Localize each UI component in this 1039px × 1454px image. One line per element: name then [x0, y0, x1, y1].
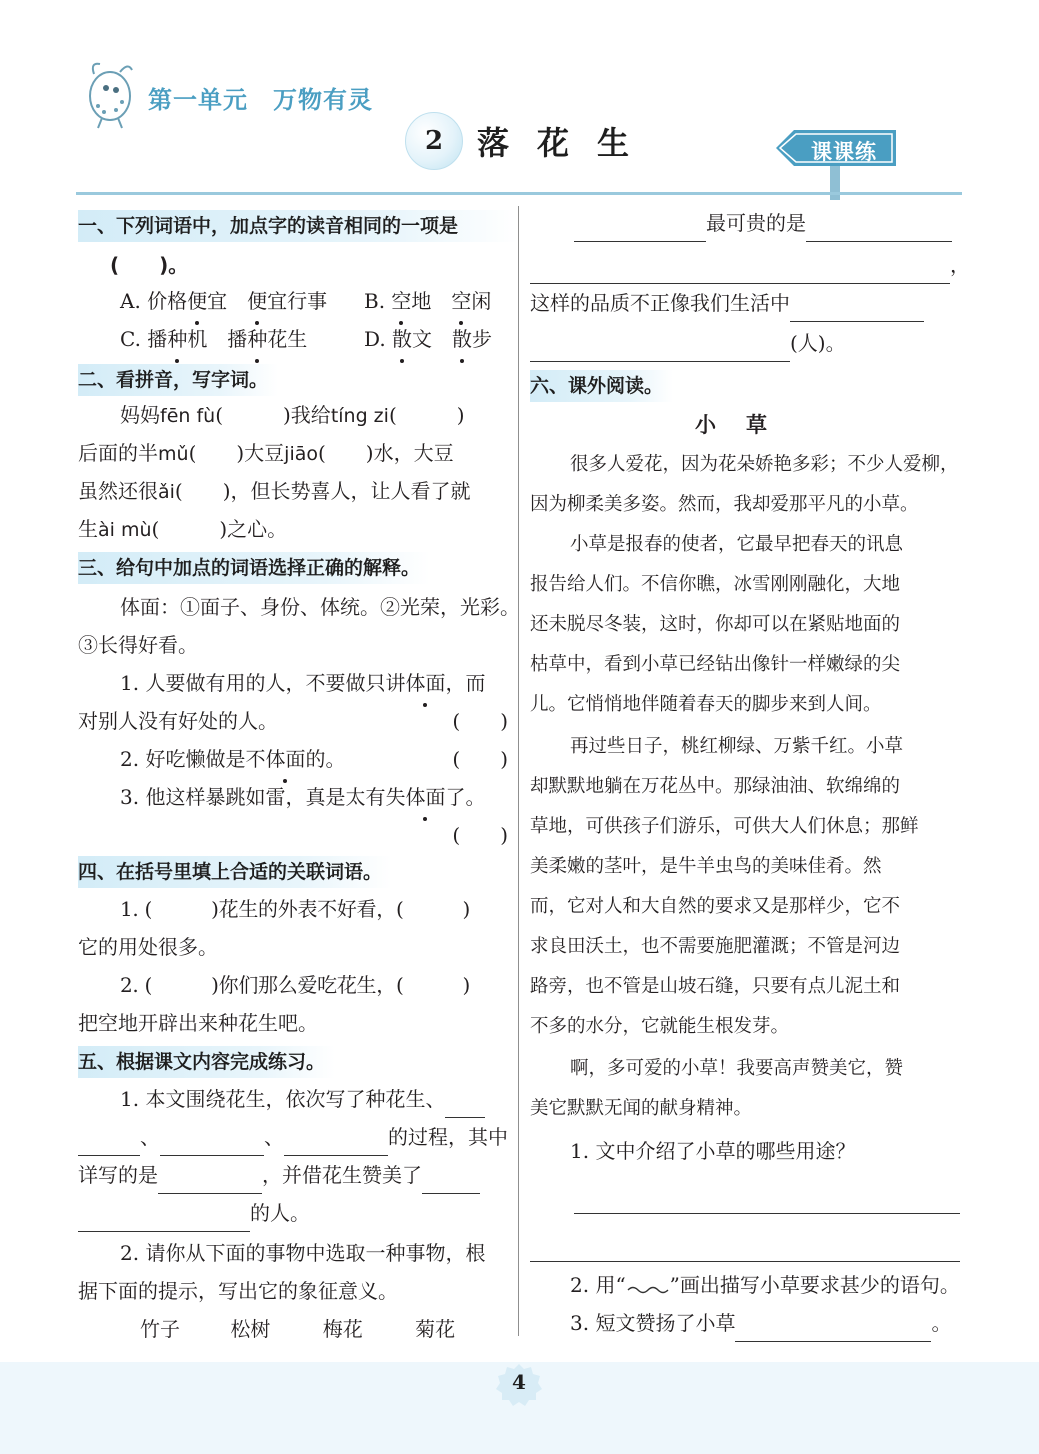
symbol-line-4: (人)。 [530, 324, 846, 362]
question-3-1-cont: 对别人没有好处的人。 ( ) [78, 702, 508, 740]
question-4-2-cont: 把空地开辟出来种花生吧。 [78, 1011, 318, 1035]
section-1-title: 一、下列词语中，加点字的读音相同的一项是 [78, 210, 518, 242]
article-title: 小草 [695, 412, 797, 437]
answer-blank[interactable] [160, 1129, 264, 1156]
item-plum: 梅花 [322, 1317, 363, 1341]
article-line: 很多人爱花，因为花朵娇艳多彩；不少人爱柳， [570, 454, 959, 475]
section-2-title: 二、看拼音，写字词。 [78, 364, 278, 396]
answer-blank[interactable] [158, 1167, 262, 1194]
article-line: 还未脱尽冬装，这时，你却可以在紧贴地面的 [530, 614, 901, 635]
pinyin-line-2: 后面的半mǔ( )大豆jiāo( )水，大豆 [78, 441, 454, 465]
section-3-title: 三、给句中加点的词语选择正确的解释。 [78, 552, 430, 584]
symbol-line-1: 最可贵的是 [574, 204, 952, 242]
section-5-title: 五、根据课文内容完成练习。 [78, 1046, 335, 1078]
answer-blank[interactable] [790, 295, 924, 322]
question-3-1: 1. 人要做有用的人，不要做只讲体面，而 [120, 664, 485, 702]
question-3-2: 2. 好吃懒做是不体面的。 ( ) [120, 740, 508, 778]
question-5-1-line-3: 详写的是 ，并借花生赞美了 [78, 1156, 480, 1194]
lesson-title: 落花生 [477, 124, 658, 162]
article-line: 枯草中，看到小草已经钻出像针一样嫩绿的尖 [530, 654, 901, 675]
unit-title: 第一单元 万物有灵 [148, 86, 373, 114]
article-line: 报告给人们。不信你瞧，冰雪刚刚融化，大地 [530, 574, 901, 595]
option-a-text: A. 价格便宜 便宜行事 [120, 289, 327, 313]
lesson-number: 2 [405, 112, 463, 170]
question-6-3: 3. 短文赞扬了小草 。 [570, 1304, 951, 1342]
pinyin-blank[interactable]: ( )我给 [215, 403, 331, 427]
item-pine: 松树 [230, 1317, 271, 1341]
article-line: 却默默地躺在万花丛中。那绿油油、软绵绵的 [530, 776, 901, 797]
page-header [0, 0, 1039, 200]
pinyin-blank[interactable]: ( )，但长势喜人，让人看了就 [174, 479, 471, 503]
article-line: 路旁，也不管是山坡石缝，只要有点儿泥土和 [530, 976, 901, 997]
answer-blank[interactable] [78, 1205, 250, 1232]
badge-label: 课课练 [811, 140, 877, 164]
question-5-1: 1. 本文围绕花生，依次写了种花生、 [120, 1080, 485, 1118]
article-line: 不多的水分，它就能生根发芽。 [530, 1016, 790, 1037]
section-6-title: 六、课外阅读。 [530, 370, 673, 402]
pinyin-blank[interactable]: ( ) [388, 403, 465, 427]
answer-blank[interactable] [530, 335, 790, 362]
answer-blank[interactable] [530, 1235, 960, 1262]
article-line: 美它默默无闻的献身精神。 [530, 1098, 753, 1119]
article-line: 而，它对人和大自然的要求又是那样少，它不 [530, 896, 901, 917]
article-line: 小草是报春的使者，它最早把春天的讯息 [570, 534, 904, 555]
question-3-3-paren-line [78, 816, 508, 854]
option-c: C. 播种机 播种花生 [120, 320, 307, 358]
definition-line-1: 体面：①面子、身份、体统。②光荣，光彩。 [120, 595, 520, 619]
answer-blank[interactable] [78, 1129, 140, 1156]
question-5-2-line-2: 据下面的提示，写出它的象征意义。 [78, 1279, 398, 1303]
answer-paren[interactable]: ( ) [452, 823, 508, 847]
question-6-1-answer-line-2 [530, 1224, 960, 1262]
wavy-underline-icon [626, 1276, 670, 1296]
section-1-answer-paren[interactable]: ( )。 [110, 253, 189, 277]
header-divider [76, 192, 962, 195]
item-bamboo: 竹子 [140, 1317, 180, 1341]
question-6-2: 2. 用“ ”画出描写小草要求甚少的语句。 [570, 1273, 960, 1297]
article-line: 美柔嫩的茎叶，是牛羊虫鸟的美味佳肴。然 [530, 856, 882, 877]
option-a [120, 282, 327, 320]
symbol-line-2: ， [530, 246, 970, 284]
item-list [140, 1310, 455, 1348]
article-line: 啊，多可爱的小草！我要高声赞美它，赞 [570, 1058, 904, 1079]
question-5-1-line-2: 、 、 的过程，其中 [78, 1118, 508, 1156]
question-6-1-answer-line [574, 1176, 960, 1214]
pinyin-line-1: 妈妈fēn fù( )我给tíng zi( ) [120, 403, 465, 427]
article-line: 儿。它悄悄地伴随着春天的脚步来到人间。 [530, 694, 882, 715]
symbol-line-3: 这样的品质不正像我们生活中 [530, 284, 924, 322]
answer-blank[interactable] [530, 257, 950, 284]
question-4-1[interactable]: 1. ( )花生的外表不好看，( ) [120, 897, 471, 921]
section-4-title: 四、在括号里填上合适的关联词语。 [78, 856, 392, 888]
article-line: 草地，可供孩子们游乐，可供大人们休息；那鲜 [530, 816, 919, 837]
option-b: B. 空地 空闲 [364, 282, 491, 320]
question-3-3: 3. 他这样暴跳如雷，真是太有失体面了。 [120, 778, 485, 816]
question-6-1: 1. 文中介绍了小草的哪些用途？ [570, 1139, 856, 1163]
question-5-1-line-4: 的人。 [78, 1194, 310, 1232]
question-4-1-cont: 它的用处很多。 [78, 935, 218, 959]
option-d: D. 散文 散步 [364, 320, 492, 358]
article-line: 再过些日子，桃红柳绿、万紫千红。小草 [570, 736, 904, 757]
pinyin-line-3: 虽然还很ǎi( )，但长势喜人，让人看了就 [78, 479, 471, 503]
pinyin-blank[interactable]: ( )水，大豆 [318, 441, 454, 465]
answer-blank[interactable] [574, 215, 706, 242]
mascot-icon [76, 56, 140, 132]
article-line: 求良田沃土，也不需要施肥灌溉；不管是河边 [530, 936, 901, 957]
answer-blank[interactable] [806, 215, 952, 242]
answer-blank[interactable] [735, 1315, 931, 1342]
pinyin-line-4: 生ài mù( )之心。 [78, 517, 288, 541]
question-5-2: 2. 请你从下面的事物中选取一种事物，根 [120, 1241, 486, 1265]
item-chrysanthemum: 菊花 [415, 1317, 456, 1341]
page-number: 4 [512, 1370, 526, 1394]
answer-paren[interactable]: ( ) [452, 709, 508, 733]
pinyin-blank[interactable]: ( )大豆 [188, 441, 285, 465]
question-4-2[interactable]: 2. ( )你们那么爱吃花生，( ) [120, 973, 471, 997]
answer-paren[interactable]: ( ) [452, 747, 508, 771]
column-divider [518, 206, 519, 1336]
pinyin-blank[interactable]: ( )之心。 [151, 517, 288, 541]
answer-blank[interactable] [422, 1167, 480, 1194]
definition-line-2: ③长得好看。 [78, 633, 198, 657]
answer-blank[interactable] [445, 1091, 485, 1118]
answer-blank[interactable] [574, 1187, 960, 1214]
answer-blank[interactable] [284, 1129, 388, 1156]
article-line: 因为柳柔美多姿。然而，我却爱那平凡的小草。 [530, 494, 919, 515]
